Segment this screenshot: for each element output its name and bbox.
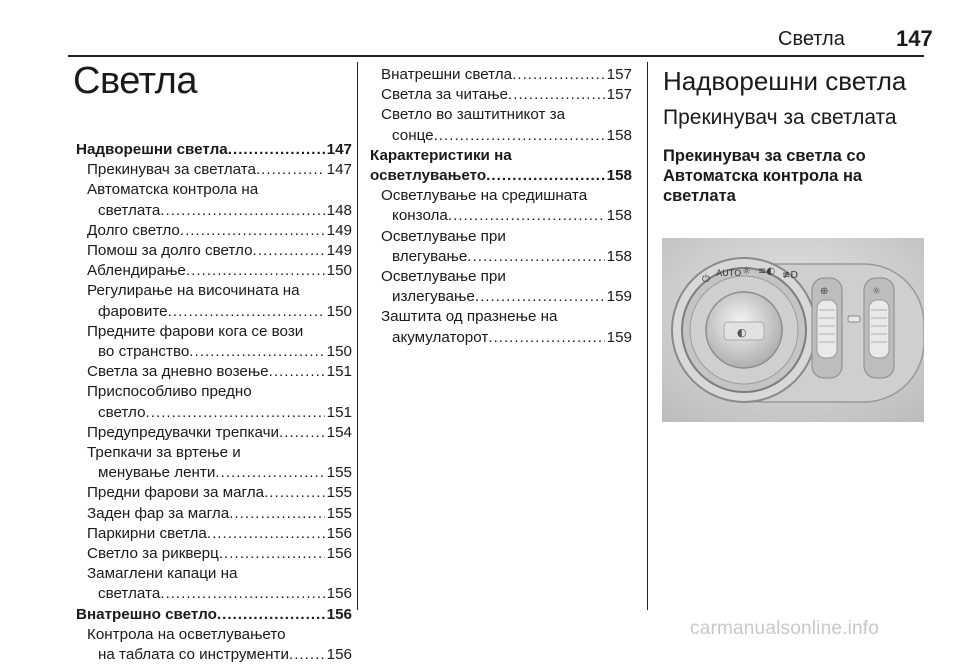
toc-entry xyxy=(76,564,352,584)
svg-text:⊕: ⊕ xyxy=(820,286,829,297)
toc-entry-title: Заштита од празнење на xyxy=(381,308,558,326)
toc-page-number: 151 xyxy=(326,363,352,381)
toc-entry-title: акумулаторот xyxy=(392,328,489,346)
dot-leader xyxy=(146,403,325,423)
watermark: carmanualsonline.info xyxy=(690,618,880,639)
toc-page-number: 154 xyxy=(326,423,352,441)
toc-entry-title: Светло во заштитникот за xyxy=(381,106,566,124)
toc-entry-title: Паркирни светла xyxy=(87,524,207,542)
dot-leader xyxy=(229,504,324,524)
toc-entry-title: Светла за дневно возење xyxy=(87,363,269,381)
toc-entry xyxy=(370,186,632,206)
dot-leader xyxy=(217,605,325,625)
toc-entry-title: Трепкачи за вртење и xyxy=(87,444,241,462)
toc-entry xyxy=(76,180,352,200)
toc-page-number: 159 xyxy=(606,328,632,346)
toc-entry-title: Предупредувачки трепкачи xyxy=(87,423,280,441)
header-rule xyxy=(68,55,924,57)
svg-text:☼: ☼ xyxy=(872,286,881,297)
toc-entry xyxy=(76,584,352,604)
dot-leader xyxy=(279,423,325,443)
toc-page-number: 159 xyxy=(606,288,632,306)
toc-entry-title: Аблендирање xyxy=(87,262,186,280)
section-heading: Надворешни светла xyxy=(663,66,907,96)
toc-entry xyxy=(76,342,352,362)
toc-entry xyxy=(370,247,632,267)
toc-entry xyxy=(76,524,352,544)
toc-entry xyxy=(76,443,352,463)
toc-page-number: 156 xyxy=(326,646,352,664)
dot-leader xyxy=(475,287,605,307)
dot-leader xyxy=(189,342,324,362)
toc-entry-title: Светло за рикверц xyxy=(87,545,219,563)
toc-entry-title: влегување xyxy=(392,247,468,265)
svg-text:≡◐: ≡◐ xyxy=(758,266,776,277)
toc-entry xyxy=(76,423,352,443)
toc-entry xyxy=(76,322,352,342)
toc-entry xyxy=(76,362,352,382)
toc-entry-title: Регулирање на височината на xyxy=(87,282,300,300)
toc-entry-title: менување ленти xyxy=(98,464,216,482)
toc-entry-title: Автоматска контрола на xyxy=(87,181,259,199)
dot-leader xyxy=(186,261,325,281)
toc-entry xyxy=(76,261,352,281)
sub-subsection-heading: Прекинувач за светла со Автоматска контрола на светлата xyxy=(663,147,866,205)
toc-section-entry xyxy=(370,166,632,186)
toc-entry xyxy=(370,206,632,226)
toc-entry-title: Замаглени капаци на xyxy=(87,565,238,583)
light-switch-photo xyxy=(662,238,924,422)
toc-page-number: 157 xyxy=(606,86,632,104)
dot-leader xyxy=(448,206,605,226)
toc-page-number: 156 xyxy=(326,585,352,603)
column-divider xyxy=(647,62,648,610)
dot-leader xyxy=(269,362,325,382)
subsection-heading: Прекинувач за светлата xyxy=(663,106,897,129)
toc-entry-title: на таблата со инструменти xyxy=(98,646,289,664)
toc-entry-title: Долго светло xyxy=(87,221,180,239)
toc-entry xyxy=(76,302,352,322)
toc-section-entry xyxy=(370,146,632,166)
toc-entry-title: Осветлување на средишната xyxy=(381,187,588,205)
dot-leader xyxy=(215,463,324,483)
toc-entry xyxy=(76,160,352,180)
toc-page-number: 151 xyxy=(326,403,352,421)
dot-leader xyxy=(219,544,325,564)
page-header xyxy=(0,0,960,58)
toc-entry-title: Светла за читање xyxy=(381,86,509,104)
toc-page-number: 155 xyxy=(326,484,352,502)
toc-entry-title: Надворешни светла xyxy=(76,141,228,158)
toc-entry xyxy=(76,221,352,241)
toc-entry xyxy=(76,544,352,564)
toc-page-number: 147 xyxy=(326,141,352,158)
toc-entry xyxy=(370,227,632,247)
dot-leader xyxy=(486,166,605,186)
toc-entry xyxy=(370,287,632,307)
toc-column-2 xyxy=(370,65,632,348)
toc-entry xyxy=(76,201,352,221)
dot-leader xyxy=(180,221,325,241)
toc-entry xyxy=(370,126,632,146)
dot-leader xyxy=(434,126,605,146)
column-divider xyxy=(357,62,358,610)
toc-page-number: 158 xyxy=(606,207,632,225)
toc-page-number: 155 xyxy=(326,504,352,522)
toc-entry xyxy=(370,307,632,327)
toc-section-entry xyxy=(76,605,352,625)
dot-leader xyxy=(253,241,325,261)
auto-mode-label: AUTO xyxy=(716,269,742,279)
toc-entry-title: фаровите xyxy=(98,302,168,320)
toc-entry-title: Заден фар за магла xyxy=(87,504,230,522)
toc-entry xyxy=(370,328,632,348)
toc-page-number: 150 xyxy=(326,343,352,361)
toc-page-number: 156 xyxy=(326,605,352,623)
toc-entry-title: Предни фарови за магла xyxy=(87,484,265,502)
toc-entry xyxy=(76,382,352,402)
toc-entry xyxy=(370,65,632,85)
toc-page-number: 158 xyxy=(606,167,632,185)
toc-entry xyxy=(370,85,632,105)
toc-page-number: 147 xyxy=(326,161,352,179)
toc-entry-title: Предните фарови кога се вози xyxy=(87,322,304,340)
dot-leader xyxy=(467,247,604,267)
toc-entry xyxy=(76,403,352,423)
toc-page-number: 158 xyxy=(606,247,632,265)
svg-text:⏻: ⏻ xyxy=(702,274,710,285)
toc-entry xyxy=(76,281,352,301)
toc-entry-title: Контрола на осветлувањето xyxy=(87,625,286,643)
toc-entry xyxy=(76,241,352,261)
dot-leader xyxy=(160,201,324,221)
dot-leader xyxy=(508,85,605,105)
dot-leader xyxy=(289,645,325,665)
toc-entry-title: Осветлување при xyxy=(381,227,506,245)
toc-entry-title: конзола xyxy=(392,207,448,225)
dot-leader xyxy=(228,140,325,160)
toc-entry-title: Помош за долго светло xyxy=(87,242,253,260)
dot-leader xyxy=(488,328,604,348)
toc-entry-title: светлата xyxy=(98,585,161,603)
toc-entry xyxy=(76,504,352,524)
toc-entry-title: Приспособливо предно xyxy=(87,383,252,401)
toc-page-number: 150 xyxy=(326,262,352,280)
toc-page-number: 157 xyxy=(606,66,632,83)
dot-leader xyxy=(256,160,325,180)
toc-entry-title: осветлувањето xyxy=(370,167,487,185)
toc-entry-title: Внатрешни светла xyxy=(381,66,513,83)
chapter-title: Светла xyxy=(73,60,197,102)
toc-entry-title: Осветлување при xyxy=(381,268,506,286)
toc-entry-title: во странство xyxy=(98,343,190,361)
toc-entry xyxy=(76,625,352,645)
svg-text:◐: ◐ xyxy=(737,326,747,339)
toc-page-number: 158 xyxy=(606,126,632,144)
toc-entry-title: излегување xyxy=(392,288,475,306)
toc-page-number: 148 xyxy=(326,201,352,219)
toc-entry xyxy=(370,267,632,287)
toc-entry-title: Карактеристики на xyxy=(370,146,512,164)
toc-entry-title: сонце xyxy=(392,126,434,144)
svg-text:≢D: ≢D xyxy=(782,270,799,281)
toc-entry xyxy=(76,463,352,483)
toc-page-number: 150 xyxy=(326,302,352,320)
toc-entry xyxy=(76,483,352,503)
toc-column-1 xyxy=(76,140,352,665)
toc-entry-title: светлата xyxy=(98,201,161,219)
toc-page-number: 149 xyxy=(326,242,352,260)
dot-leader xyxy=(160,584,324,604)
running-section-title: Светла xyxy=(778,28,845,50)
page-number: 147 xyxy=(896,26,933,51)
dot-leader xyxy=(264,483,325,503)
toc-page-number: 149 xyxy=(326,221,352,239)
dot-leader xyxy=(168,302,325,322)
toc-entry xyxy=(370,105,632,125)
toc-page-number: 156 xyxy=(326,545,352,563)
toc-entry-title: Внатрешно светло xyxy=(76,605,217,623)
toc-page-number: 156 xyxy=(326,524,352,542)
toc-section-entry xyxy=(76,140,352,160)
toc-entry-title: Прекинувач за светлата xyxy=(87,161,256,179)
svg-text:☼: ☼ xyxy=(742,266,751,277)
toc-page-number: 155 xyxy=(326,464,352,482)
toc-entry xyxy=(76,645,352,665)
dot-leader xyxy=(512,65,605,85)
toc-entry-title: светло xyxy=(98,403,146,421)
dot-leader xyxy=(207,524,325,544)
